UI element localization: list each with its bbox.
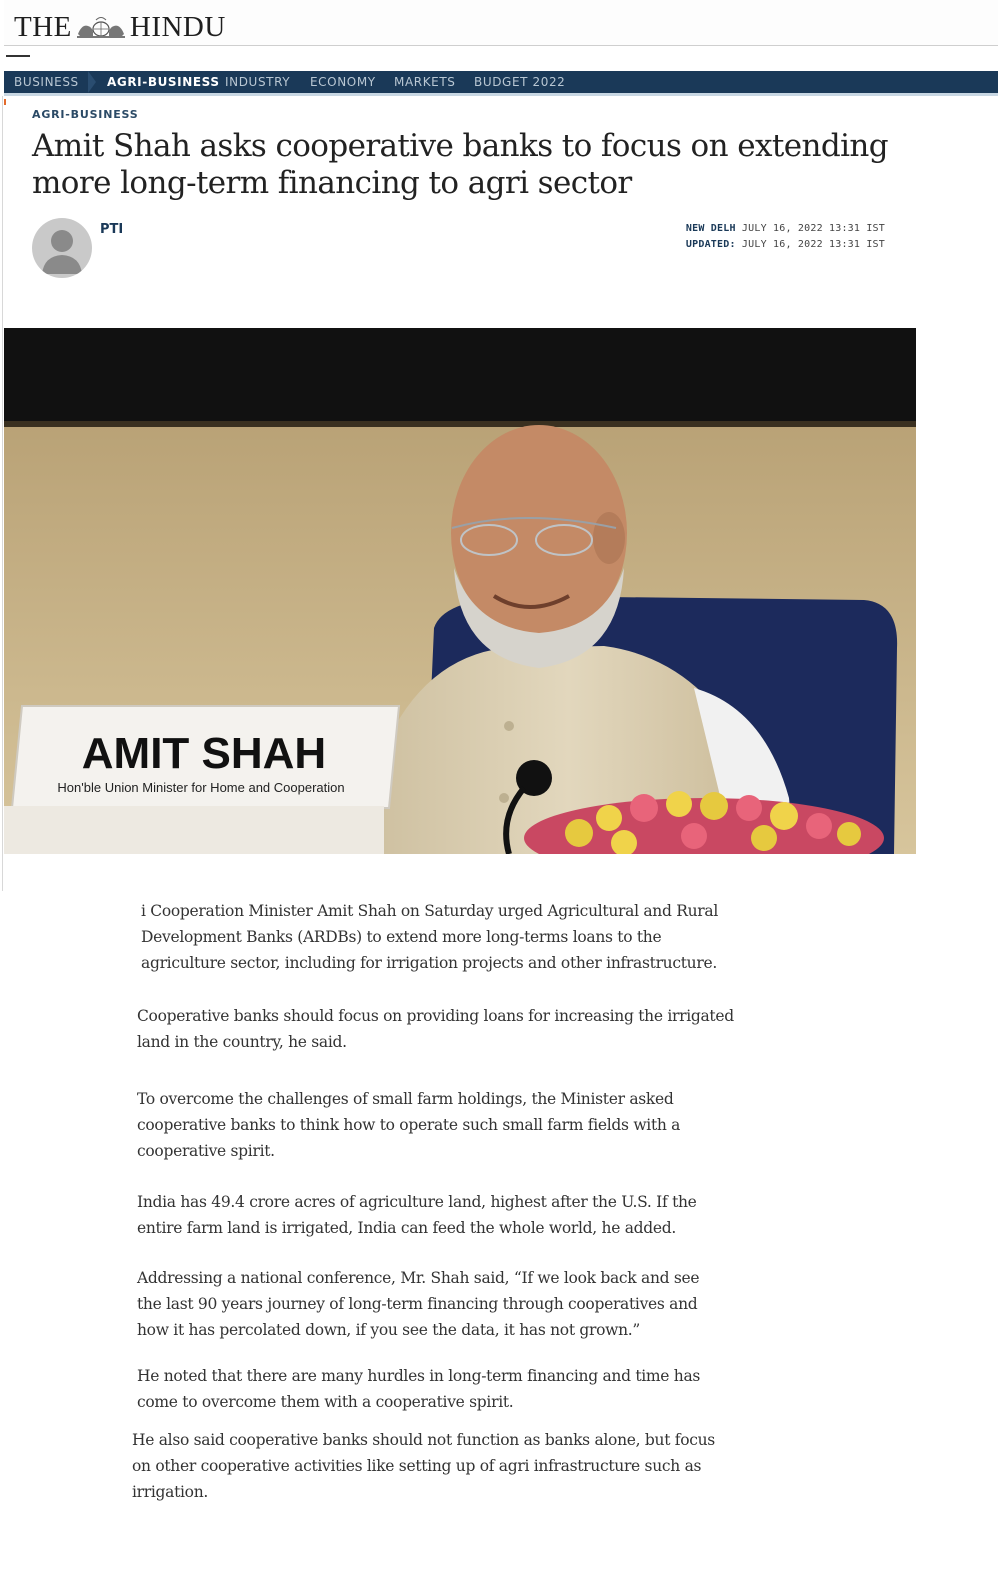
menu-icon[interactable] [6,55,30,57]
nav-item-industry[interactable]: INDUSTRY [225,75,291,89]
article-paragraph: Addressing a national conference, Mr. Shah said, “If we look back and see the last 90 years journey of long-term financing through cooperatives and how it has percolated down, if you see the data, it has not grown.” [137,1269,700,1339]
logo-word-hindu: HINDU [129,11,226,43]
updated-label: UPDATED: [685,239,736,250]
nav-item-budget-2022[interactable]: BUDGET 2022 [474,75,566,89]
author-avatar [32,218,92,278]
lead-photo[interactable] [4,328,916,854]
updated-dateline [686,239,885,250]
user-silhouette-icon [32,218,92,278]
article-paragraph: Cooperative banks should focus on providing loans for increasing the irrigated land in the country, he said. [137,1007,734,1051]
site-header [4,0,998,46]
publish-date: JULY 16, 2022 13:31 IST [741,223,885,234]
section-label[interactable]: AGRI-BUSINESS [32,108,139,121]
section-nav [4,71,998,96]
crest-icon [74,14,128,40]
nav-item-business[interactable]: BUSINESS [14,75,79,89]
nav-item-markets[interactable]: MARKETS [394,75,456,89]
logo-word-the: THE [14,11,72,43]
dateline-location: NEW DELH [685,223,736,234]
article-paragraph: He noted that there are many hurdles in long-term financing and time has come to overcome them with a cooperative spirit. [137,1367,701,1411]
article-paragraph: India has 49.4 crore acres of agriculture land, highest after the U.S. If the entire farm land is irrigated, India can feed the whole world, he added. [137,1193,697,1237]
nameplate-name: AMIT SHAH [81,729,327,778]
accent-marker [4,99,6,105]
author-name[interactable]: PTI [100,222,124,237]
article-headline: Amit Shah asks cooperative banks to focus on extending more long-term financing to agri sector [32,128,889,201]
column-divider [2,96,3,891]
breadcrumb-chevron-icon [88,71,96,93]
publish-dateline [686,223,885,234]
nav-item-economy[interactable]: ECONOMY [310,75,376,89]
updated-date: JULY 16, 2022 13:31 IST [741,239,885,250]
article-paragraph: He also said cooperative banks should not function as banks alone, but focus on other cooperative activities like setting up of agri infrastructure such as irrigation. [132,1431,715,1501]
nameplate-title: Hon'ble Union Minister for Home and Cooperation [57,780,345,795]
nav-item-agri-business[interactable]: AGRI-BUSINESS [107,75,220,89]
article-paragraph: i Cooperation Minister Amit Shah on Saturday urged Agricultural and Rural Development Banks (ARDBs) to extend more long-terms loans to the agriculture sector, including for irrigation projects and other infrastructure. [141,902,718,972]
lead-photo-illustration [4,328,916,854]
the-hindu-logo[interactable] [14,10,226,44]
article-paragraph: To overcome the challenges of small farm holdings, the Minister asked cooperative banks to think how to operate such small farm fields with a cooperative spirit. [137,1090,681,1160]
